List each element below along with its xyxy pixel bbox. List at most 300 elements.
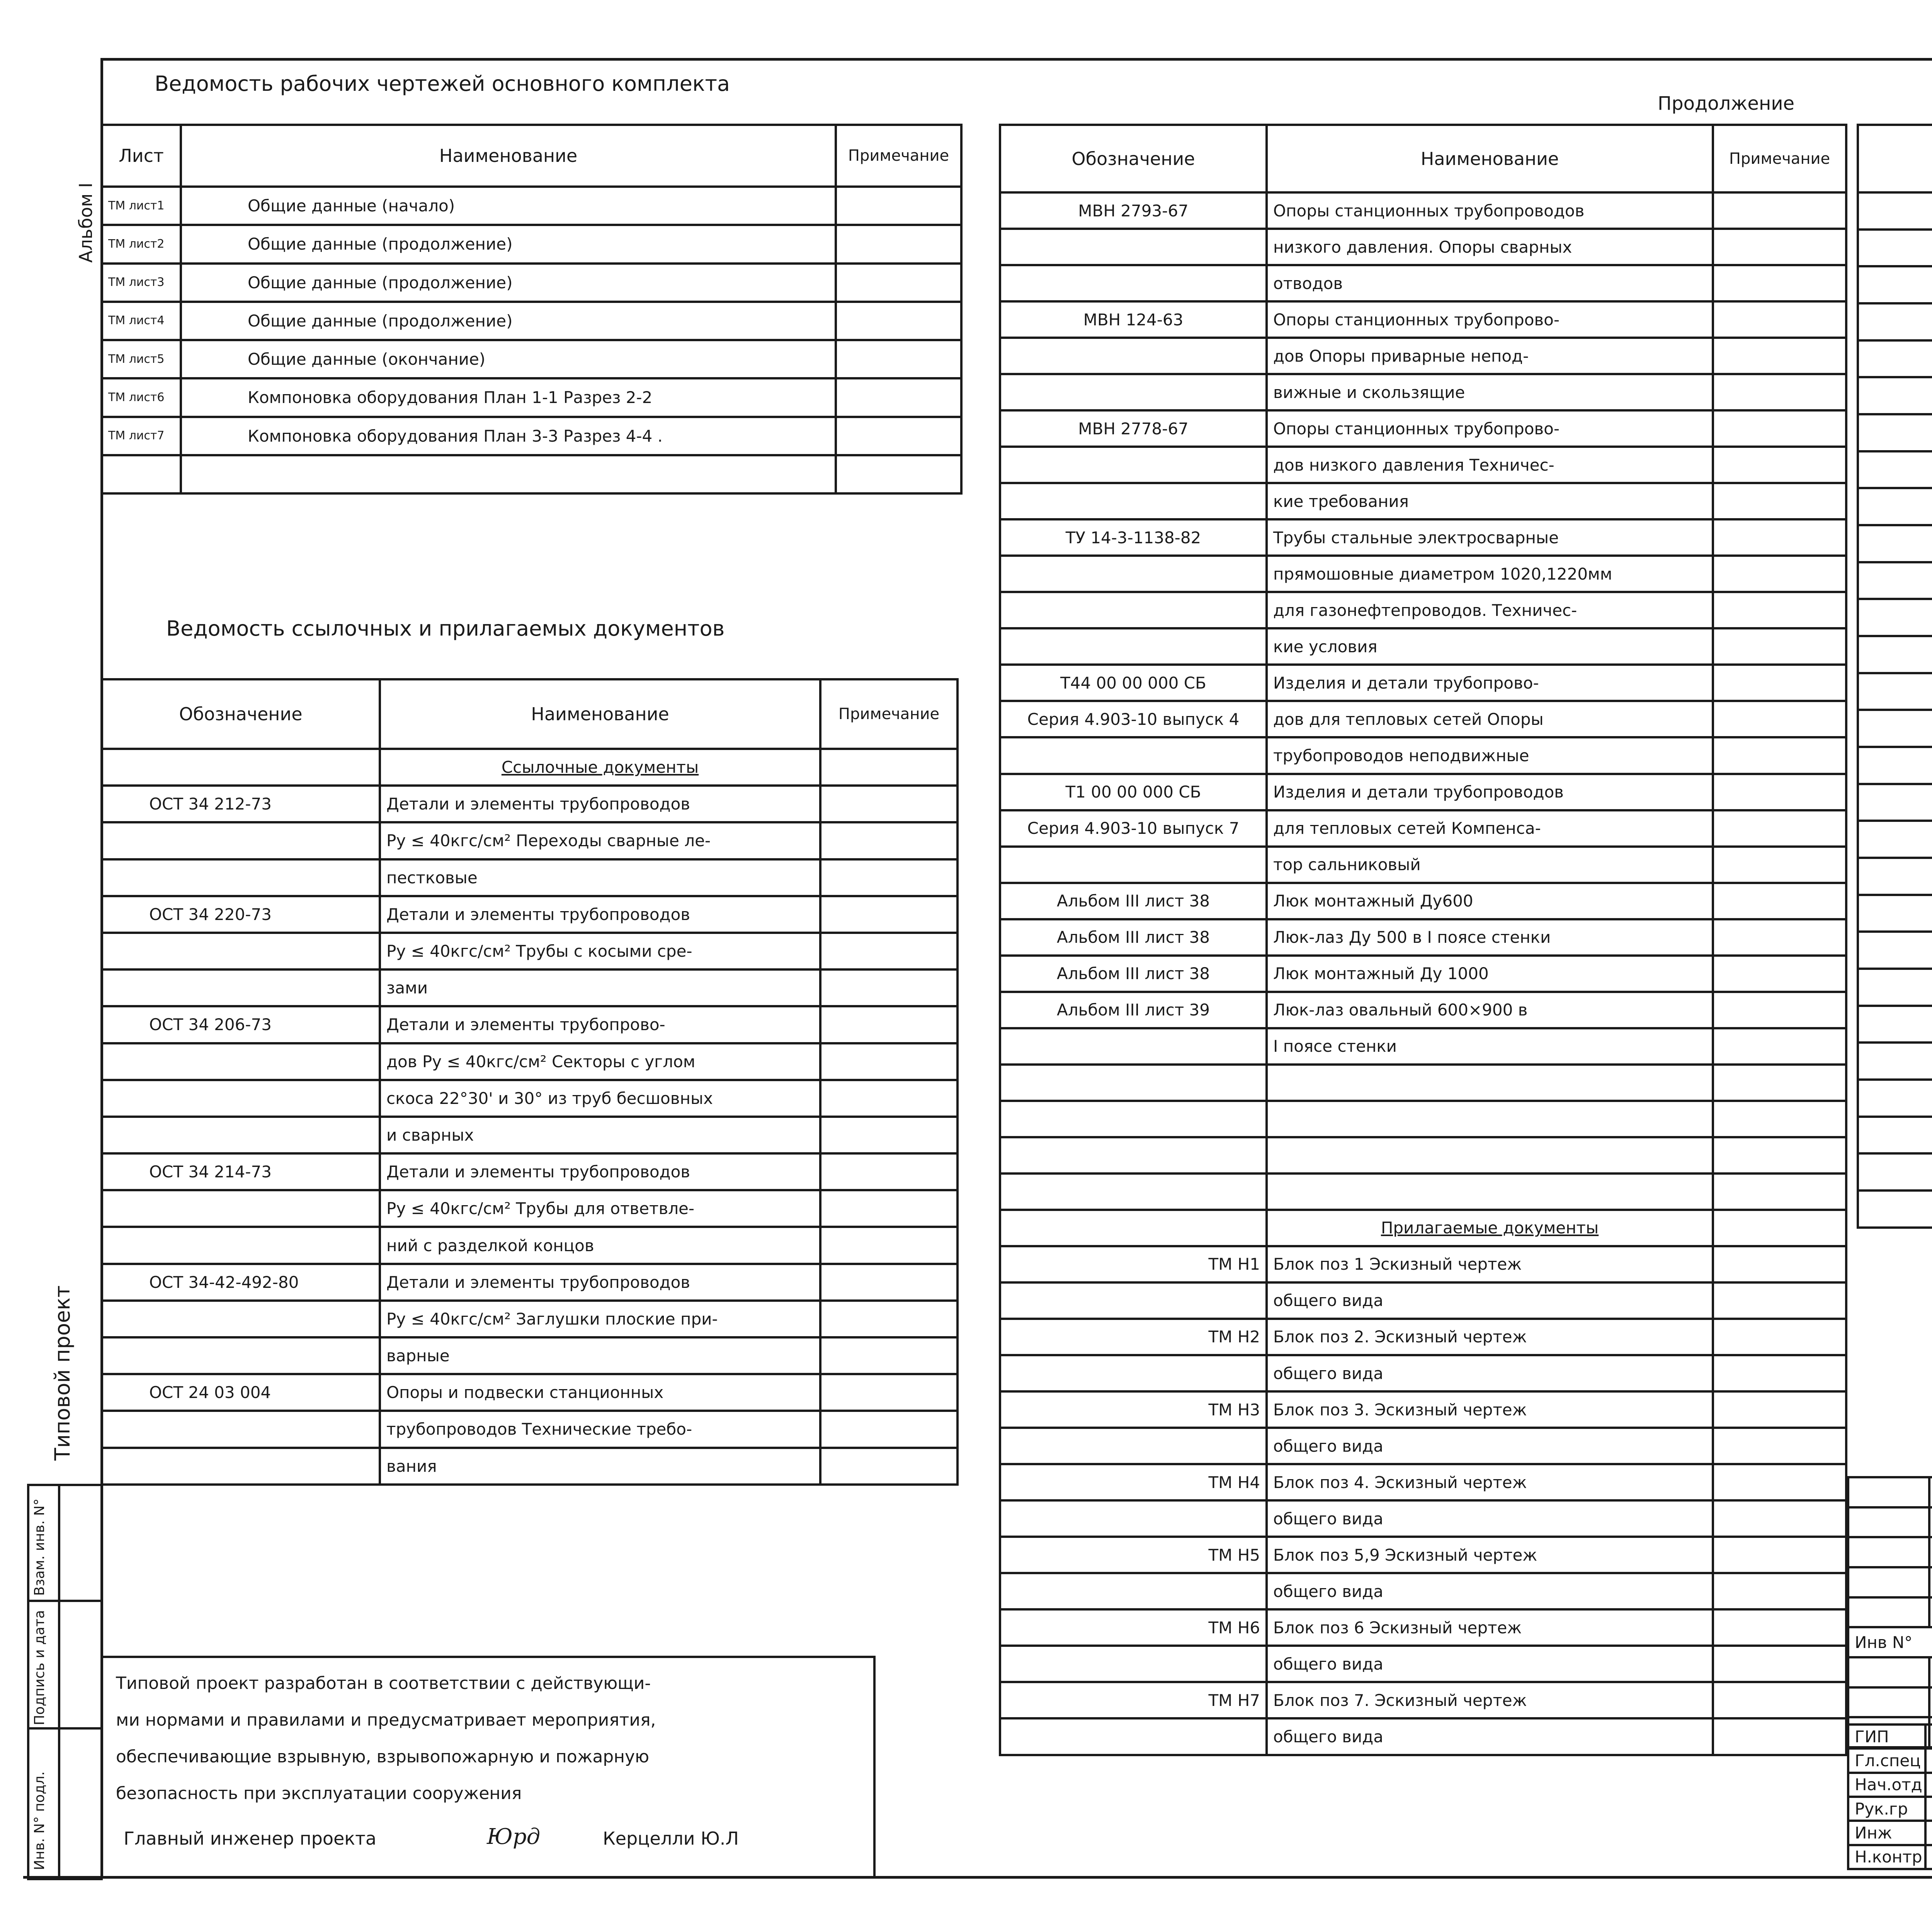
middle-code [1000,374,1267,410]
middle-name: I поясе стенки [1267,1028,1713,1065]
t2-name: дов Ру ≤ 40кгс/см² Секторы с углом [380,1043,820,1080]
t1-row [102,378,961,417]
middle-row [1000,701,1846,737]
stamp-grid-cell [1929,1657,1932,1687]
note-line-3: обеспечивающие взрывную, взрывопожарную и пожарную [116,1747,650,1767]
t2-row [102,933,957,969]
t2-name: Ру ≤ 40кгс/см² Трубы с косыми сре- [380,933,820,969]
middle-row [1000,1137,1846,1173]
right-code [1858,1190,1932,1228]
middle-code [1000,1137,1267,1173]
middle-code: ТУ 14-3-1138-82 [1000,519,1267,556]
t2-row [102,822,957,859]
t2-code: ОСТ 34 206-73 [102,1006,380,1043]
t1-sheet: ТМ лист2 [102,225,181,263]
middle-code: ТМ Н2 [1000,1319,1267,1355]
middle-row [1000,265,1846,301]
stamp-role-row [1848,1821,1932,1845]
middle-table [999,124,1845,1756]
stamp-inv-cell: Инв N° [1848,1627,1932,1657]
t1-row [102,340,961,378]
middle-name: низкого давления. Опоры сварных [1267,229,1713,265]
t2-name: Детали и элементы трубопроводов [380,786,820,822]
middle-name: Блок поз 5,9 Эскизный чертеж [1267,1537,1713,1573]
right-row [1858,673,1932,710]
right-code [1858,1117,1932,1154]
middle-name: прямошовные диаметром 1020,1220мм [1267,556,1713,592]
t2-code [102,1227,380,1264]
t1-note [836,225,961,263]
right-code [1858,858,1932,895]
right-code [1858,747,1932,784]
t1-empty-cell [102,455,181,493]
t2-code [102,1448,380,1485]
t2-note [820,1301,957,1337]
t1-sheet: ТМ лист7 [102,417,181,455]
middle-code: ТМ Н3 [1000,1391,1267,1428]
middle-code [1000,592,1267,628]
right-row [1858,192,1932,230]
middle-note [1713,919,1846,956]
t2-note [820,1374,957,1411]
t2-code [102,822,380,859]
t1-header-name: Наименование [181,125,836,187]
middle-name: Люк монтажный Ду600 [1267,883,1713,919]
middle-row [1000,1682,1846,1718]
middle-note [1713,483,1846,519]
t2-note [820,1337,957,1374]
t2-name: трубопроводов Технические требо- [380,1411,820,1447]
t2-name: Детали и элементы трубопроводов [380,1264,820,1301]
middle-note [1713,810,1846,847]
middle-code [1000,1065,1267,1101]
right-row [1858,710,1932,747]
middle-row [1000,1028,1846,1065]
t2-note [820,1190,957,1227]
t2-row [102,786,957,822]
t2-note [820,1264,957,1301]
middle-code [1000,1500,1267,1537]
middle-row [1000,338,1846,374]
stamp-grid-cell [1929,1567,1932,1597]
t1-row [102,225,961,263]
right-row [1858,488,1932,525]
t2-row [102,896,957,933]
t2-name: Ру ≤ 40кгс/см² Заглушки плоские при- [380,1301,820,1337]
inv-value-1 [59,1485,102,1601]
middle-note [1713,374,1846,410]
right-row [1858,969,1932,1006]
t1-row [102,417,961,455]
middle-code [1000,1428,1267,1464]
t2-note [820,1006,957,1043]
middle-note [1713,1137,1846,1173]
right-row [1858,1190,1932,1228]
middle-note [1713,1682,1846,1718]
t2-section-note [820,749,957,786]
t2-note [820,933,957,969]
t2-row [102,859,957,896]
right-code [1858,451,1932,488]
middle-note [1713,338,1846,374]
t2-row [102,1080,957,1117]
t1-name: Компоновка оборудования План 1-1 Разрез 2-2 [181,378,836,417]
middle-note [1713,1246,1846,1282]
t2-section-title: Ссылочные документы [380,749,820,786]
middle-note [1713,847,1846,883]
t1-empty-cell [181,455,836,493]
t1-row [102,264,961,302]
middle-row [1000,556,1846,592]
t2-section-empty [102,749,380,786]
stamp-role-row [1848,1748,1932,1772]
middle-code [1000,1718,1267,1755]
middle-note [1713,1537,1846,1573]
middle-name: Изделия и детали трубопроводов [1267,774,1713,810]
middle-note [1713,737,1846,774]
middle-code [1000,265,1267,301]
right-row [1858,451,1932,488]
middle-note [1713,1028,1846,1065]
t1-sheet: ТМ лист3 [102,264,181,302]
middle-row [1000,1391,1846,1428]
t2-row [102,1153,957,1190]
middle-name [1267,1137,1713,1173]
middle-name: общего вида [1267,1573,1713,1609]
middle-note [1713,1718,1846,1755]
middle-note [1713,410,1846,447]
middle-note [1713,519,1846,556]
t1-title: Ведомость рабочих чертежей основного комплекта [155,71,730,96]
middle-row [1000,483,1846,519]
middle-note [1713,883,1846,919]
right-header-code [1858,125,1932,192]
chief-engineer-name: Керцелли Ю.Л [603,1828,739,1849]
middle-row [1000,1537,1846,1573]
stamp-grid-cell [1848,1657,1929,1687]
t2-row [102,1264,957,1301]
middle-name: дов низкого давления Техничес- [1267,447,1713,483]
middle-code [1000,338,1267,374]
right-code [1858,932,1932,969]
stamp-person [1925,1773,1932,1797]
t2-note [820,969,957,1006]
t2-note [820,1117,957,1153]
t2-name: Детали и элементы трубопроводов [380,896,820,933]
right-row [1858,932,1932,969]
t1-note [836,340,961,378]
right-row [1858,377,1932,414]
t1-name: Общие данные (окончание) [181,340,836,378]
inv-label-3: Инв. N° подл. [32,1771,48,1870]
middle-code: Т1 00 00 000 СБ [1000,774,1267,810]
t2-code [102,1301,380,1337]
right-row [1858,895,1932,932]
t2-title: Ведомость ссылочных и прилагаемых документов [166,616,725,641]
middle-code [1000,1173,1267,1210]
chief-engineer-signature: Юрд [487,1824,541,1849]
middle-name: Опоры станционных трубопроводов [1267,192,1713,229]
t2-note [820,896,957,933]
middle-note [1713,556,1846,592]
t2-code [102,969,380,1006]
right-code [1858,599,1932,636]
t1-name: Общие данные (продолжение) [181,225,836,263]
middle-row [1000,1609,1846,1646]
right-row [1858,858,1932,895]
stamp-grid-cell [1848,1507,1929,1537]
t2-row [102,969,957,1006]
middle-name: общего вида [1267,1355,1713,1391]
middle-name: Блок поз 6 Эскизный чертеж [1267,1609,1713,1646]
stamp-person [1925,1797,1932,1821]
middle-note [1713,1355,1846,1391]
middle-name: Трубы стальные электросварные [1267,519,1713,556]
middle-name: Блок поз 2. Эскизный чертеж [1267,1319,1713,1355]
right-row [1858,266,1932,303]
stamp-grid-cell [1929,1687,1932,1718]
middle-name: кие требования [1267,483,1713,519]
middle-row [1000,1646,1846,1682]
right-row [1858,599,1932,636]
middle-code: Т44 00 00 000 СБ [1000,665,1267,701]
t2-name: пестковые [380,859,820,896]
middle-note [1713,1173,1846,1210]
middle-row [1000,1319,1846,1355]
right-code [1858,340,1932,378]
middle-code [1000,447,1267,483]
middle-name: трубопроводов неподвижные [1267,737,1713,774]
right-row [1858,340,1932,378]
project-side-label: Типовой проект [50,1285,75,1461]
middle-note [1713,229,1846,265]
middle-note [1713,956,1846,992]
middle-name: тор сальниковый [1267,847,1713,883]
right-row [1858,230,1932,267]
middle-note [1713,701,1846,737]
inv-value-2 [59,1601,102,1728]
t2-name: скоса 22°30' и 30° из труб бесшовных [380,1080,820,1117]
middle-note [1713,1464,1846,1500]
chief-engineer-label: Главный инженер проекта [124,1828,377,1849]
middle-code [1000,1355,1267,1391]
t2-code: ОСТ 34 220-73 [102,896,380,933]
middle-row [1000,1065,1846,1101]
inv-label-2: Подпись и дата [32,1610,48,1725]
t2-name: и сварных [380,1117,820,1153]
middle-note [1713,301,1846,338]
t1-header-note: Примечание [836,125,961,187]
inv-cell-3 [28,1728,59,1879]
middle-note [1713,1500,1846,1537]
stamp-grid-cell [1929,1537,1932,1567]
middle-code [1000,737,1267,774]
right-row [1858,1006,1932,1043]
middle-code: ТМ Н4 [1000,1464,1267,1500]
middle-row [1000,956,1846,992]
middle-note [1713,1101,1846,1137]
middle-note [1713,1282,1846,1319]
inv-label-1: Взам. инв. N° [32,1498,48,1596]
right-row [1858,525,1932,562]
right-code [1858,784,1932,821]
t2-note [820,1153,957,1190]
middle-name [1267,1065,1713,1101]
right-code [1858,377,1932,414]
stamp-role: Рук.гр [1848,1797,1925,1821]
middle-name: Прилагаемые документы [1267,1210,1713,1246]
middle-name: Блок поз 4. Эскизный чертеж [1267,1464,1713,1500]
middle-name: дов Опоры приварные непод- [1267,338,1713,374]
t2-code [102,859,380,896]
middle-code [1000,1573,1267,1609]
stamp-grid-cell [1848,1567,1929,1597]
middle-note [1713,774,1846,810]
stamp-role-row [1848,1845,1932,1869]
right-code [1858,303,1932,340]
right-code [1858,525,1932,562]
middle-row [1000,447,1846,483]
middle-code: Серия 4.903-10 выпуск 7 [1000,810,1267,847]
stamp-role: Нач.отд [1848,1773,1925,1797]
middle-note [1713,992,1846,1028]
middle-name: Блок поз 1 Эскизный чертеж [1267,1246,1713,1282]
middle-row [1000,1210,1846,1246]
middle-name: кие условия [1267,628,1713,665]
middle-code: ТМ Н5 [1000,1537,1267,1573]
middle-name: для газонефтепроводов. Техничес- [1267,592,1713,628]
right-row [1858,1153,1932,1190]
middle-row [1000,1464,1846,1500]
middle-row [1000,992,1846,1028]
middle-name: отводов [1267,265,1713,301]
right-code [1858,1006,1932,1043]
right-code [1858,710,1932,747]
middle-name [1267,1101,1713,1137]
middle-row [1000,737,1846,774]
stamp-grid-cell [1929,1597,1932,1628]
t2-table [100,678,956,1486]
middle-code [1000,229,1267,265]
middle-row [1000,774,1846,810]
t1-row [102,187,961,225]
right-table [1857,124,1932,1229]
middle-note [1713,1065,1846,1101]
t2-row [102,1227,957,1264]
t2-name: Ру ≤ 40кгс/см² Трубы для ответвле- [380,1190,820,1227]
middle-header-code: Обозначение [1000,125,1267,192]
middle-code [1000,556,1267,592]
middle-note [1713,1609,1846,1646]
t2-header-code: Обозначение [102,679,380,749]
t2-name: Детали и элементы трубопроводов [380,1153,820,1190]
middle-code: МВН 124-63 [1000,301,1267,338]
t2-code: ОСТ 34 214-73 [102,1153,380,1190]
t2-name: Детали и элементы трубопрово- [380,1006,820,1043]
stamp-grid-cell [1848,1687,1929,1718]
right-code [1858,414,1932,451]
middle-code: Альбом III лист 38 [1000,919,1267,956]
middle-row [1000,592,1846,628]
t2-code: ОСТ 34-42-492-80 [102,1264,380,1301]
t1-row [102,302,961,340]
t2-row [102,1301,957,1337]
t1-note [836,187,961,225]
t2-note [820,1080,957,1117]
right-row [1858,747,1932,784]
t2-code [102,1117,380,1153]
middle-header-name: Наименование [1267,125,1713,192]
stamp-role: Гл.спец [1848,1748,1925,1772]
t1-name: Компоновка оборудования План 3-3 Разрез 4-4 . [181,417,836,455]
middle-name: Опоры станционных трубопрово- [1267,410,1713,447]
album-side-label: Альбом I [75,182,96,263]
stamp-grid-cell [1848,1597,1929,1628]
t2-code [102,1411,380,1447]
right-code [1858,488,1932,525]
right-row [1858,1117,1932,1154]
t1-name: Общие данные (продолжение) [181,264,836,302]
middle-row [1000,1355,1846,1391]
t2-name: Ру ≤ 40кгс/см² Переходы сварные ле- [380,822,820,859]
stamp-role-row [1848,1773,1932,1797]
middle-name: Люк монтажный Ду 1000 [1267,956,1713,992]
project-note-box [100,1656,876,1878]
t2-name: Опоры и подвески станционных [380,1374,820,1411]
middle-note [1713,628,1846,665]
middle-code [1000,483,1267,519]
middle-row [1000,1573,1846,1609]
t2-row [102,1006,957,1043]
stamp-grid-cell [1848,1477,1929,1507]
middle-note [1713,447,1846,483]
middle-row [1000,883,1846,919]
middle-row [1000,919,1846,956]
right-row [1858,562,1932,599]
middle-row [1000,665,1846,701]
right-row [1858,821,1932,858]
inv-value-3 [59,1728,102,1879]
right-row [1858,784,1932,821]
t1-empty-cell [836,455,961,493]
stamp-role-row [1848,1797,1932,1821]
t2-row [102,1190,957,1227]
t2-code: ОСТ 34 212-73 [102,786,380,822]
middle-code [1000,1101,1267,1137]
stamp-left-grid [1847,1476,1932,1748]
stamp-person [1925,1748,1932,1772]
middle-name: Люк-лаз овальный 600×900 в [1267,992,1713,1028]
t1-note [836,264,961,302]
right-row [1858,636,1932,673]
t2-row [102,1411,957,1447]
t2-name: вания [380,1448,820,1485]
middle-caption: Продолжение [1658,93,1795,114]
middle-name: Люк-лаз Ду 500 в I поясе стенки [1267,919,1713,956]
middle-row [1000,847,1846,883]
middle-row [1000,1173,1846,1210]
middle-code: Альбом III лист 38 [1000,883,1267,919]
t1-row-empty [102,455,961,493]
middle-row [1000,519,1846,556]
middle-code: ТМ Н1 [1000,1246,1267,1282]
t2-note [820,1227,957,1264]
t2-note [820,786,957,822]
t2-note [820,1448,957,1485]
t2-header-name: Наименование [380,679,820,749]
middle-code [1000,1028,1267,1065]
t2-note [820,859,957,896]
